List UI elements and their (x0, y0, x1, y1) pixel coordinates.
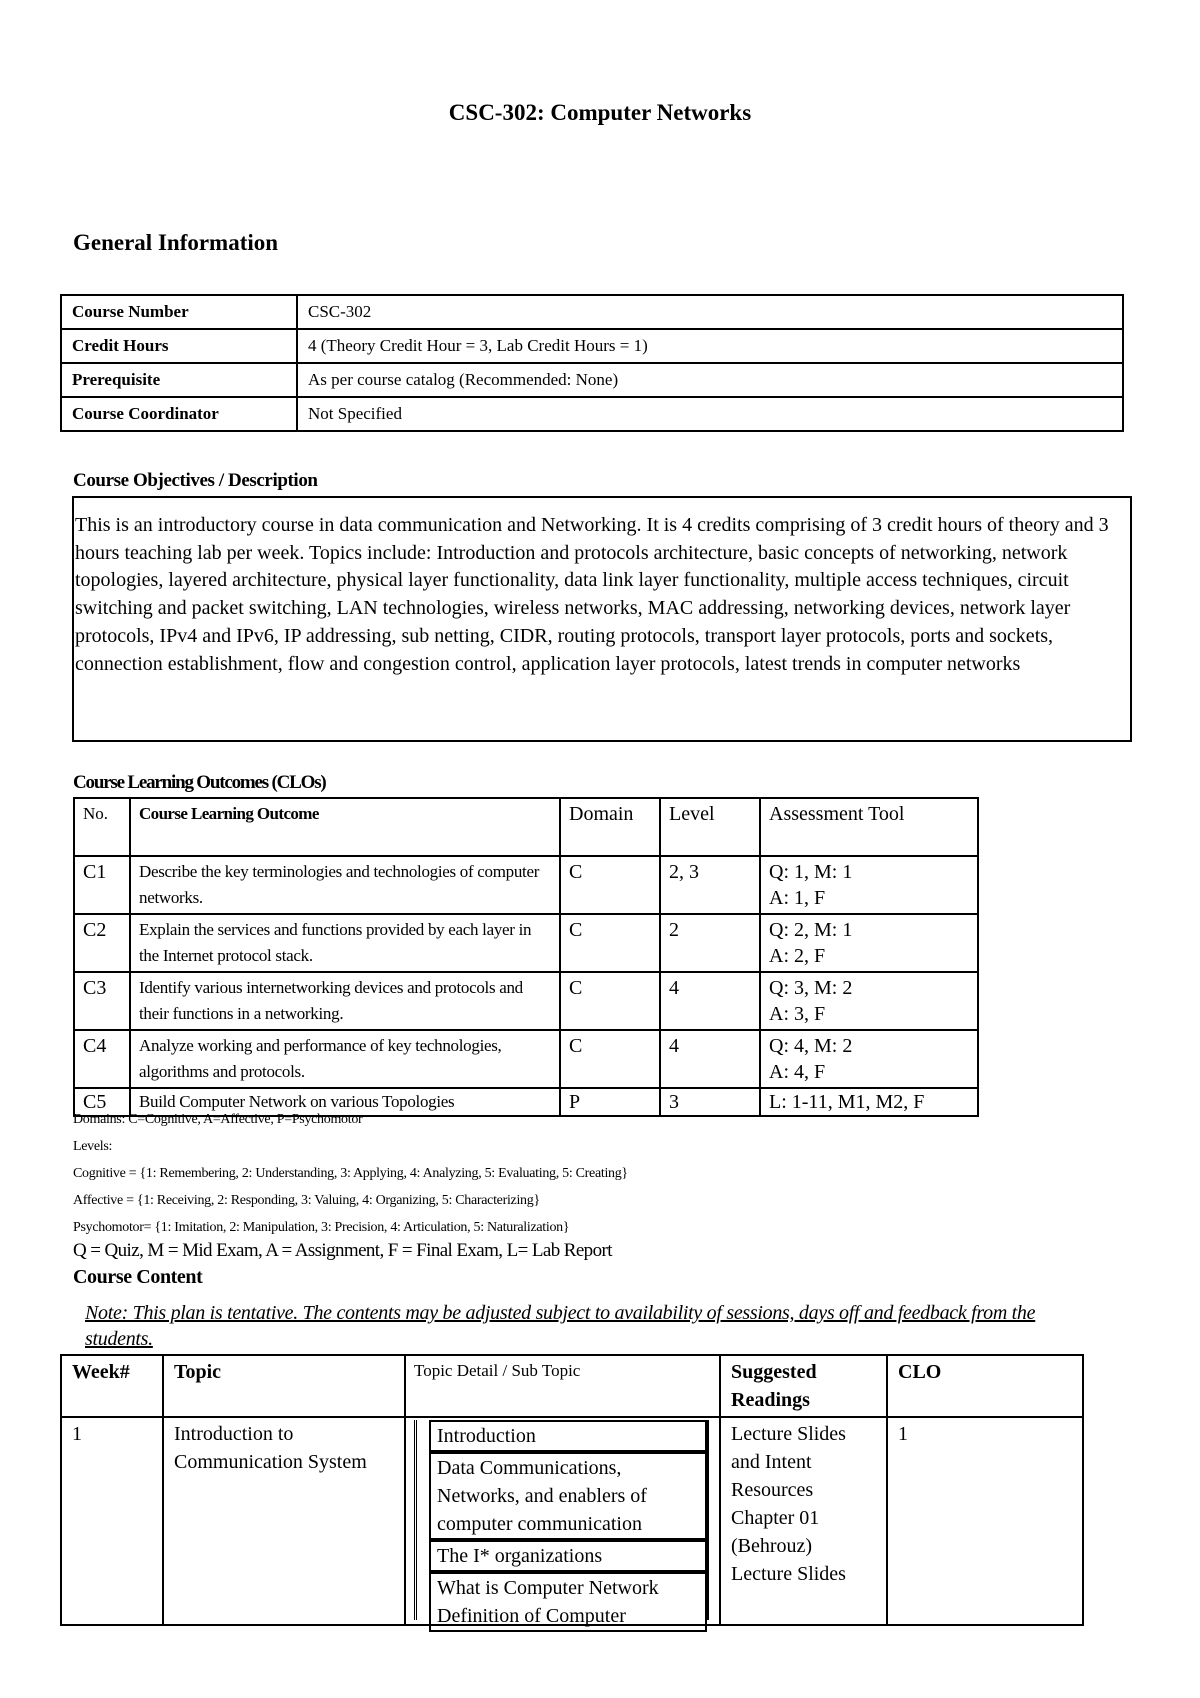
clo-tool-line: A: 2, F (769, 945, 826, 967)
table-row (74, 972, 978, 1030)
clo-domain: C (560, 856, 660, 914)
clo-tool: L: 1-11, M1, M2, F (760, 1088, 978, 1116)
clo-number: 1 (887, 1417, 1083, 1625)
clo-no: C4 (74, 1030, 130, 1088)
table-row (61, 363, 1123, 397)
objectives-heading: Course Objectives / Description (73, 470, 318, 491)
clo-level: 4 (660, 972, 760, 1030)
row-value: As per course catalog (Recommended: None) (297, 363, 1123, 397)
clo-no: C2 (74, 914, 130, 972)
clo-level: 4 (660, 1030, 760, 1088)
header-suggested-readings: Suggested Readings (720, 1355, 887, 1417)
table-row (74, 914, 978, 972)
list-item: The I* organizations (429, 1540, 707, 1572)
row-label: Credit Hours (61, 329, 297, 363)
week-number: 1 (61, 1417, 163, 1625)
clo-domain: C (560, 1030, 660, 1088)
table-header-row (61, 1355, 1083, 1417)
clo-tool-line: Q: 2, M: 1 (769, 919, 853, 941)
clo-level: 3 (660, 1088, 760, 1116)
table-row (61, 1417, 1083, 1625)
legend-affective: Affective = {1: Receiving, 2: Responding, 3: Valuing, 4: Organizing, 5: Characterizing} (73, 1193, 540, 1208)
header-outcome: Course Learning Outcome (130, 798, 560, 856)
clo-table (73, 797, 979, 1117)
tentative-note: Note: This plan is tentative. The contents may be adjusted subject to availability of sessions, days off and feedback from the students. (85, 1302, 1036, 1350)
clo-outcome: Identify various internetworking devices and protocols and their functions in a networking. (130, 972, 560, 1030)
row-label: Course Number (61, 295, 297, 329)
subtopic-cell (405, 1417, 720, 1625)
legend-domains: Domains: C=Cognitive, A=Affective, P=Psychomotor (73, 1112, 363, 1127)
list-item: Data Communications, Networks, and enablers of computer communication (429, 1452, 707, 1540)
clo-tool-line: A: 3, F (769, 1003, 826, 1025)
clo-domain: C (560, 972, 660, 1030)
subtopic-list (414, 1420, 709, 1627)
row-label: Course Coordinator (61, 397, 297, 431)
clo-level: 2, 3 (660, 856, 760, 914)
legend-psychomotor: Psychomotor= {1: Imitation, 2: Manipulation, 3: Precision, 4: Articulation, 5: Naturalization} (73, 1220, 570, 1235)
clo-no: C1 (74, 856, 130, 914)
row-label: Prerequisite (61, 363, 297, 397)
topic-name: Introduction to Communication System (163, 1417, 405, 1625)
clo-tool (760, 972, 978, 1030)
table-row (74, 856, 978, 914)
clo-no: C3 (74, 972, 130, 1030)
clo-no: C5 (74, 1088, 130, 1116)
table-row (74, 1030, 978, 1088)
general-info-table (60, 294, 1124, 432)
clo-outcome: Build Computer Network on various Topologies (130, 1088, 560, 1116)
header-level: Level (660, 798, 760, 856)
page-title: CSC-302: Computer Networks (448, 100, 752, 125)
clo-outcome: Analyze working and performance of key technologies, algorithms and protocols. (130, 1030, 560, 1088)
legend-tools: Q = Quiz, M = Mid Exam, A = Assignment, F = Final Exam, L= Lab Report (73, 1240, 612, 1261)
objectives-description: This is an introductory course in data communication and Networking. It is 4 credits comprising of 3 credit hours of theory and 3 hours teaching lab per week. Topics include: Introduction and protocols architecture, basic concepts of networking, network topologies, layered architecture, physical layer functionality, data link layer functionality, multiple access techniques, circuit switching and packet switching, LAN technologies, wireless networks, MAC addressing, networking devices, network layer protocols, IPv4 and IPv6, IP addressing, sub netting, CIDR, routing protocols, transport layer protocols, ports and sockets, connection establishment, flow and congestion control, application layer protocols, latest trends in computer networks (72, 496, 1132, 742)
table-row (61, 397, 1123, 431)
row-value: Not Specified (297, 397, 1123, 431)
header-topic-detail: Topic Detail / Sub Topic (405, 1355, 720, 1417)
suggested-readings: Lecture Slides and Intent Resources Chapter 01 (Behrouz) Lecture Slides (720, 1417, 887, 1625)
header-topic: Topic (163, 1355, 405, 1417)
list-item: Introduction (429, 1420, 707, 1452)
row-value: CSC-302 (297, 295, 1123, 329)
clo-tool-line: Q: 3, M: 2 (769, 977, 853, 999)
table-row (61, 329, 1123, 363)
clo-tool-line: Q: 4, M: 2 (769, 1035, 853, 1057)
clo-tool (760, 856, 978, 914)
clo-outcome: Explain the services and functions provided by each layer in the Internet protocol stack. (130, 914, 560, 972)
course-content-heading: Course Content (73, 1266, 203, 1288)
header-assessment-tool: Assessment Tool (760, 798, 978, 856)
clo-domain: C (560, 914, 660, 972)
clo-domain: P (560, 1088, 660, 1116)
header-no: No. (74, 798, 130, 856)
course-content-table (60, 1354, 1084, 1626)
row-value: 4 (Theory Credit Hour = 3, Lab Credit Hours = 1) (297, 329, 1123, 363)
clo-tool-line: Q: 1, M: 1 (769, 861, 853, 883)
clo-tool (760, 1030, 978, 1088)
clo-level: 2 (660, 914, 760, 972)
legend-levels: Levels: (73, 1139, 113, 1154)
list-item: What is Computer Network Definition of Computer (429, 1572, 707, 1632)
legend-cognitive: Cognitive = {1: Remembering, 2: Understanding, 3: Applying, 4: Analyzing, 5: Evaluating, 5: Creating} (73, 1166, 628, 1181)
header-domain: Domain (560, 798, 660, 856)
clo-heading: Course Learning Outcomes (CLOs) (73, 772, 326, 793)
header-week: Week# (61, 1355, 163, 1417)
clo-tool-line: A: 1, F (769, 887, 826, 909)
clo-outcome: Describe the key terminologies and technologies of computer networks. (130, 856, 560, 914)
clo-tool-line: A: 4, F (769, 1061, 826, 1083)
table-row (61, 295, 1123, 329)
header-clo: CLO (887, 1355, 1083, 1417)
clo-tool (760, 914, 978, 972)
table-header-row (74, 798, 978, 856)
general-information-heading: General Information (73, 230, 279, 255)
